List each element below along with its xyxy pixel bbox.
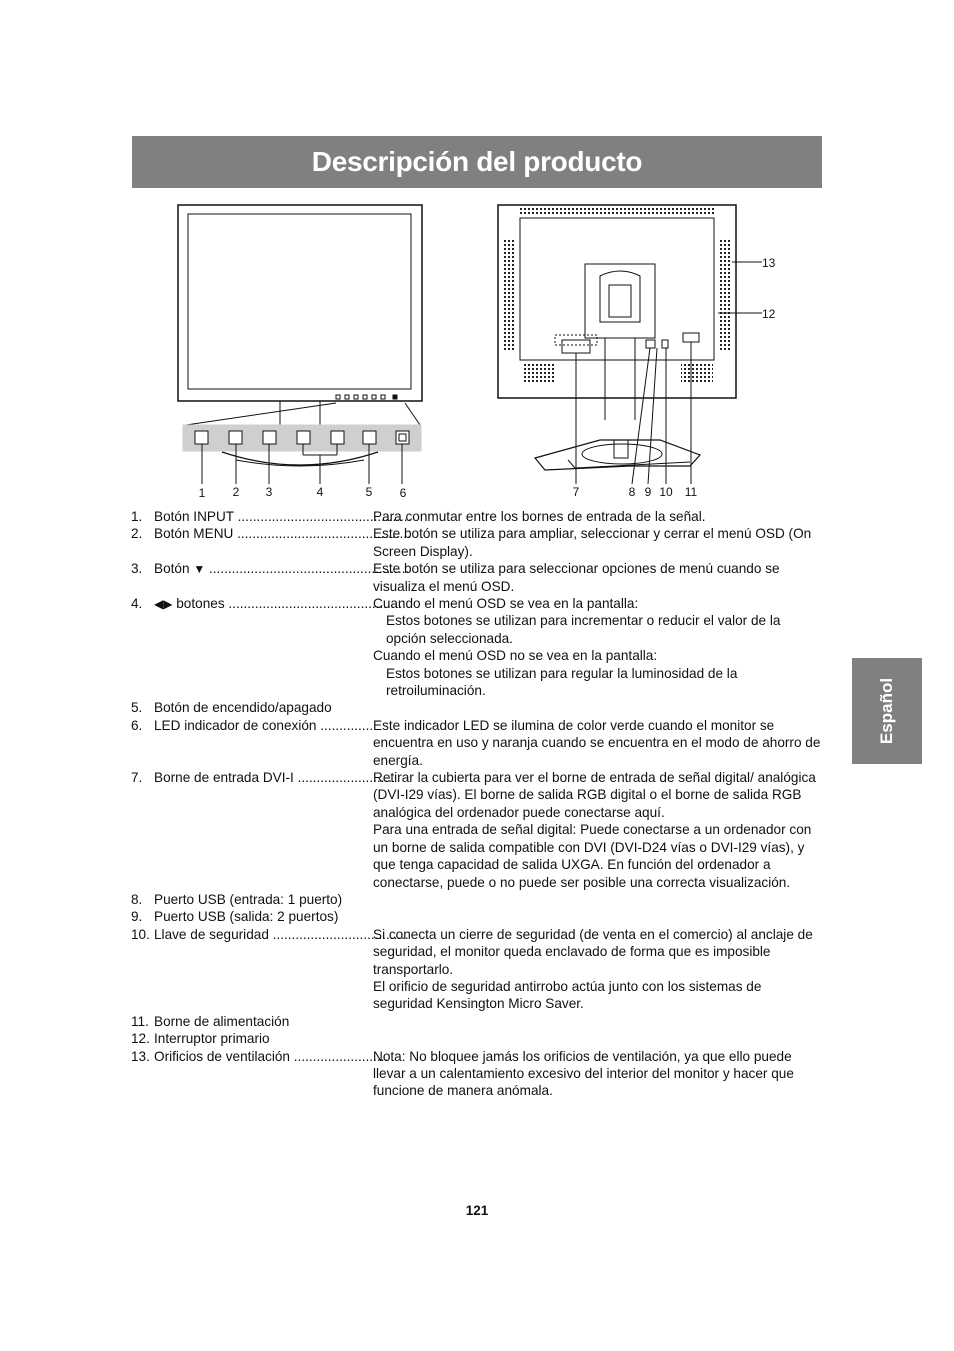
item-name: Botón ▼ .....................................................: [154, 561, 410, 577]
callout-1: 1: [198, 486, 206, 500]
page-title: Descripción del producto: [311, 146, 643, 177]
callout-11: 11: [684, 485, 698, 499]
rear-view-illustration: [498, 205, 762, 484]
front-view-illustration: [178, 205, 422, 484]
callout-10: 10: [659, 485, 673, 499]
list-item: [131, 1048, 823, 1100]
callout-2: 2: [232, 485, 240, 499]
item-name: Orificios de ventilación .........................: [154, 1048, 389, 1064]
callout-7: 7: [572, 485, 580, 499]
down-arrow-icon: ▼: [193, 562, 206, 577]
item-description: Este botón se utiliza para seleccionar opciones de menú cuando se visualiza el menú OSD.: [373, 561, 780, 594]
item-name: Botón de encendido/apagado: [154, 700, 332, 716]
callout-8: 8: [628, 485, 636, 499]
item-name: Botón INPUT ..............................................: [154, 509, 412, 524]
language-tab-label: Español: [877, 677, 896, 745]
item-name: ◀▶ botones ..............................................: [154, 596, 403, 612]
list-item: [131, 926, 823, 1013]
item-description: Cuando el menú OSD se vea en la pantalla: Estos botones se utilizan para incrementar o reducir el valor de la opción seleccionada. Cuando el menú OSD no se vea en la pantalla: Estos botones se utilizan para regular la luminosidad de la retroiluminación.: [373, 596, 781, 699]
callout-12: 12: [762, 307, 776, 321]
language-tab: [852, 658, 922, 764]
item-description: Este botón se utiliza para ampliar, seleccionar y cerrar el menú OSD (On Screen Display).: [373, 526, 812, 559]
item-number: 7.: [131, 770, 143, 786]
item-description: Este indicador LED se ilumina de color verde cuando el monitor se encuentra en uso y naranja cuando se encuentra en el modo de ahorro de energía.: [373, 717, 821, 768]
item-name: Borne de alimentación: [154, 1013, 290, 1029]
item-number: 2.: [131, 526, 143, 542]
item-description: Retirar la cubierta para ver el borne de entrada de señal digital/ analógica (DVI-I29 vías). El borne de salida RGB digital o el borne de salida RGB analógica del ordenador puede conectarse aquí. Para una entrada de señal digital: Puede conectarse a un ordenador con un borne de salida compatible con DVI (DVI-D24 vías o DVI-I29 vías), y que tenga capacidad de salida UXGA. En función del ordenador a conectarse, puede o no puede ser posible una correcta visualización.: [373, 770, 816, 890]
list-item: [131, 525, 823, 560]
front-callout-labels: [199, 485, 407, 500]
item-name: LED indicador de conexión ..............: [154, 717, 374, 733]
item-number: 13.: [131, 1048, 150, 1064]
item-description: Si conecta un cierre de seguridad (de venta en el comercio) al anclaje de seguridad, el monitor queda enclavado de forma que es imposible transportarlo. El orificio de seguridad antirrobo actúa junto con los sistemas de seguridad Kensington Micro Saver.: [373, 926, 813, 1012]
list-item: [131, 595, 823, 699]
item-number: 4.: [131, 596, 143, 612]
left-right-arrow-icon: ◀▶: [154, 597, 173, 612]
item-number: 1.: [131, 509, 143, 524]
list-item: [131, 508, 823, 525]
list-item: [131, 1030, 823, 1047]
item-name: Interruptor primario: [154, 1031, 270, 1047]
callout-9: 9: [644, 485, 652, 499]
item-number: 11.: [131, 1013, 149, 1029]
callout-4: 4: [316, 485, 324, 499]
item-number: 12.: [131, 1031, 150, 1047]
item-name: Llave de seguridad ....................................: [154, 926, 409, 942]
list-item: [131, 891, 823, 908]
callout-5: 5: [365, 485, 373, 499]
item-name: Puerto USB (entrada: 1 puerto): [154, 891, 343, 907]
item-number: 5.: [131, 700, 143, 716]
list-item: [131, 717, 823, 769]
item-name: Borne de entrada DVI-I .........................: [154, 770, 392, 786]
page-number: 121: [465, 1203, 489, 1218]
item-number: 3.: [131, 561, 143, 577]
callout-13: 13: [762, 256, 776, 270]
item-description: Para conmutar entre los bornes de entrada de la señal.: [373, 509, 706, 524]
item-number: 9.: [131, 909, 143, 925]
item-number: 8.: [131, 891, 143, 907]
item-description: Nota: No bloquee jamás los orificios de ventilación, ya que ello puede llevar a un calentamiento excesivo del interior del monitor y hacer que funcione de manera anómala.: [373, 1048, 794, 1099]
list-item: [131, 908, 823, 925]
item-name: Botón MENU ..............................................: [154, 526, 411, 542]
item-number: 10.: [131, 926, 150, 942]
callout-6: 6: [399, 486, 407, 500]
product-diagram: [0, 0, 954, 520]
component-list: [131, 508, 823, 1100]
list-item: [131, 560, 823, 595]
list-item: [131, 699, 823, 716]
list-item: [131, 769, 823, 891]
list-item: [131, 1013, 823, 1030]
item-number: 6.: [131, 717, 143, 733]
callout-3: 3: [265, 485, 273, 499]
item-name: Puerto USB (salida: 2 puertos): [154, 909, 339, 925]
